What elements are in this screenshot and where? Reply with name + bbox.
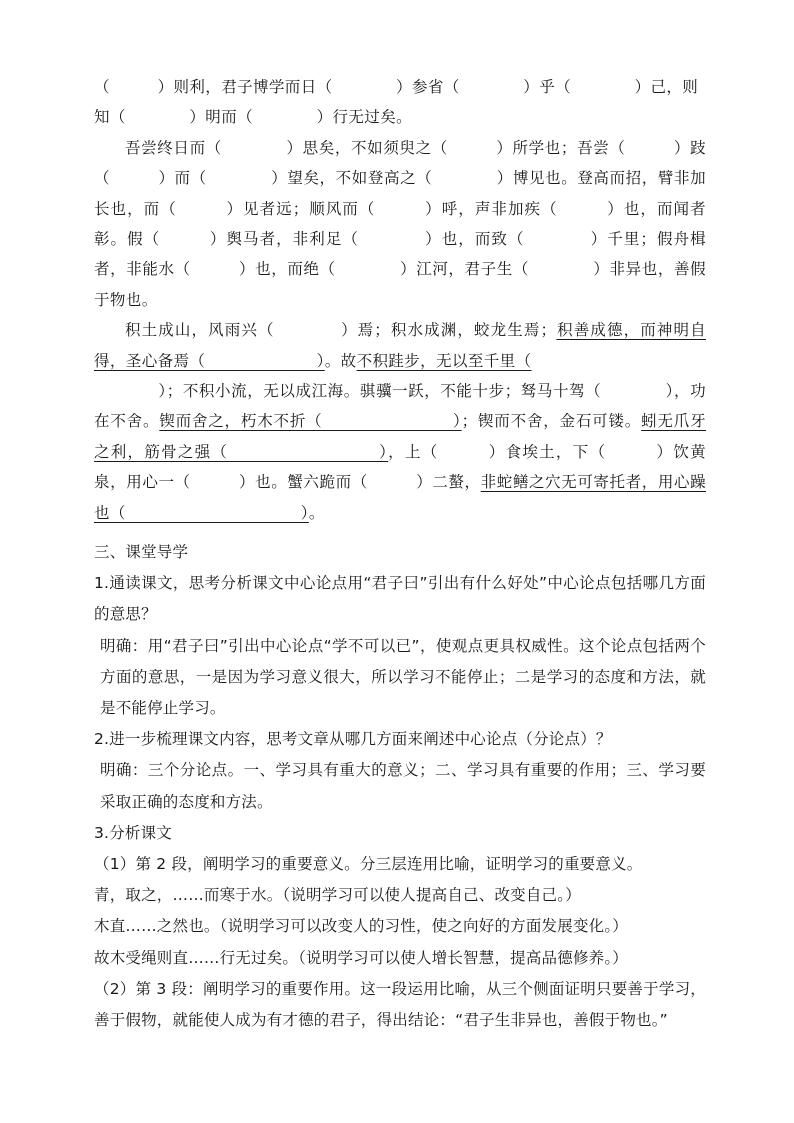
fill-in-line: 知（ ）明而（ ）行无过矣。 bbox=[94, 108, 413, 127]
underlined-sentence: 不积跬步，无以至千里（ bbox=[356, 351, 532, 370]
fill-in-text: 。故 bbox=[324, 351, 357, 370]
fill-in-line: （ ）则利，君子博学而日（ ）参省（ ）乎（ ）己，则 bbox=[94, 78, 699, 96]
section-heading: 三、课堂导学 bbox=[94, 543, 189, 561]
fill-in-paragraph-2: 吾尝终日而（ ）思矣，不如须臾之（ ）所学也；吾尝（ ）跂（ ）而（ ）望矣，不如登高之（ ）博见也。登高而招，臂非加长也，而（ ）见者远；顺风而（ ）呼，声非加疾（ ）也，而闻者彰。假（ ）舆马者，非利足（ ）也，而致（ ）千里；假舟楫者，非能水（ ）也，而绝（ ）江河，君子生（ ）非异也，善假于物也。 bbox=[94, 138, 706, 309]
fill-in-text: ，上（ ）食埃土，下（ ）饮黄泉，用心一（ ）也。蟹六跪而（ ）二螯， bbox=[94, 442, 706, 492]
classroom-guide bbox=[94, 537, 706, 1036]
underlined-sentence: 积善成德，而神明自得，圣心备焉（ ） bbox=[94, 321, 706, 370]
question-3: 3.分析课文 bbox=[94, 823, 172, 842]
underlined-sentence: 非蛇鳝之穴无可寄托者，用心躁也（ ） bbox=[94, 473, 706, 522]
fill-in-exercise bbox=[94, 72, 706, 528]
question-1: 1.通读课文，思考分析课文中心论点用“君子曰”引出有什么好处”中心论点包括哪几方面的意思？ bbox=[94, 574, 706, 624]
analysis-line: 木直……之然也。（说明学习可以改变人的习性，使之向好的方面发展变化。） bbox=[94, 917, 629, 936]
analysis-line: 青，取之，……而寒于水。（说明学习可以使人提高自己、改变自己。） bbox=[94, 886, 581, 905]
underlined-sentence: 蚓无爪牙之利，筋骨之强（ ） bbox=[94, 412, 706, 461]
fill-in-paragraph-1 bbox=[94, 72, 706, 133]
answer-1: 明确：用“君子曰”引出中心论点“学不可以已”，使观点更具权威性。这个论点包括两个方面的意思，一是因为学习意义很大，所以学习不能停止；二是学习的态度和方法，就是不能停止学习。 bbox=[100, 636, 706, 718]
fill-in-text: 。 bbox=[308, 503, 325, 522]
fill-in-paragraph-3 bbox=[94, 315, 706, 528]
fill-in-text: ）；不积小流，无以成江海。骐骥一跃，不能十步；驽马十驾（ ），功在不舍。 bbox=[94, 382, 706, 431]
answer-2: 明确：三个分论点。一、学习具有重大的意义；二、学习具有重要的作用；三、学习要采取正确的态度和方法。 bbox=[100, 761, 706, 811]
question-2: 2.进一步梳理课文内容，思考文章从哪几方面来阐述中心论点（分论点）？ bbox=[94, 730, 612, 749]
analysis-section-1: （1）第 2 段，阐明学习的重要意义。分三层连用比喻，证明学习的重要意义。 bbox=[94, 855, 643, 874]
underlined-sentence: 锲而舍之，朽木不折（ ） bbox=[159, 412, 462, 431]
fill-in-text: 积土成山，风雨兴（ ）焉；积水成渊，蛟龙生焉； bbox=[125, 321, 557, 340]
fill-in-text: ；锲而不舍，金石可镂。 bbox=[461, 412, 642, 431]
analysis-line: 故木受绳则直……行无过矣。（说明学习可以使人增长智慧，提高品德修养。） bbox=[94, 948, 629, 967]
analysis-section-2: （2）第 3 段：阐明学习的重要作用。这一段运用比喻，从三个侧面证明只要善于学习，善于假物，就能使人成为有才德的君子，得出结论：“君子生非异也，善假于物也。” bbox=[94, 979, 706, 1030]
